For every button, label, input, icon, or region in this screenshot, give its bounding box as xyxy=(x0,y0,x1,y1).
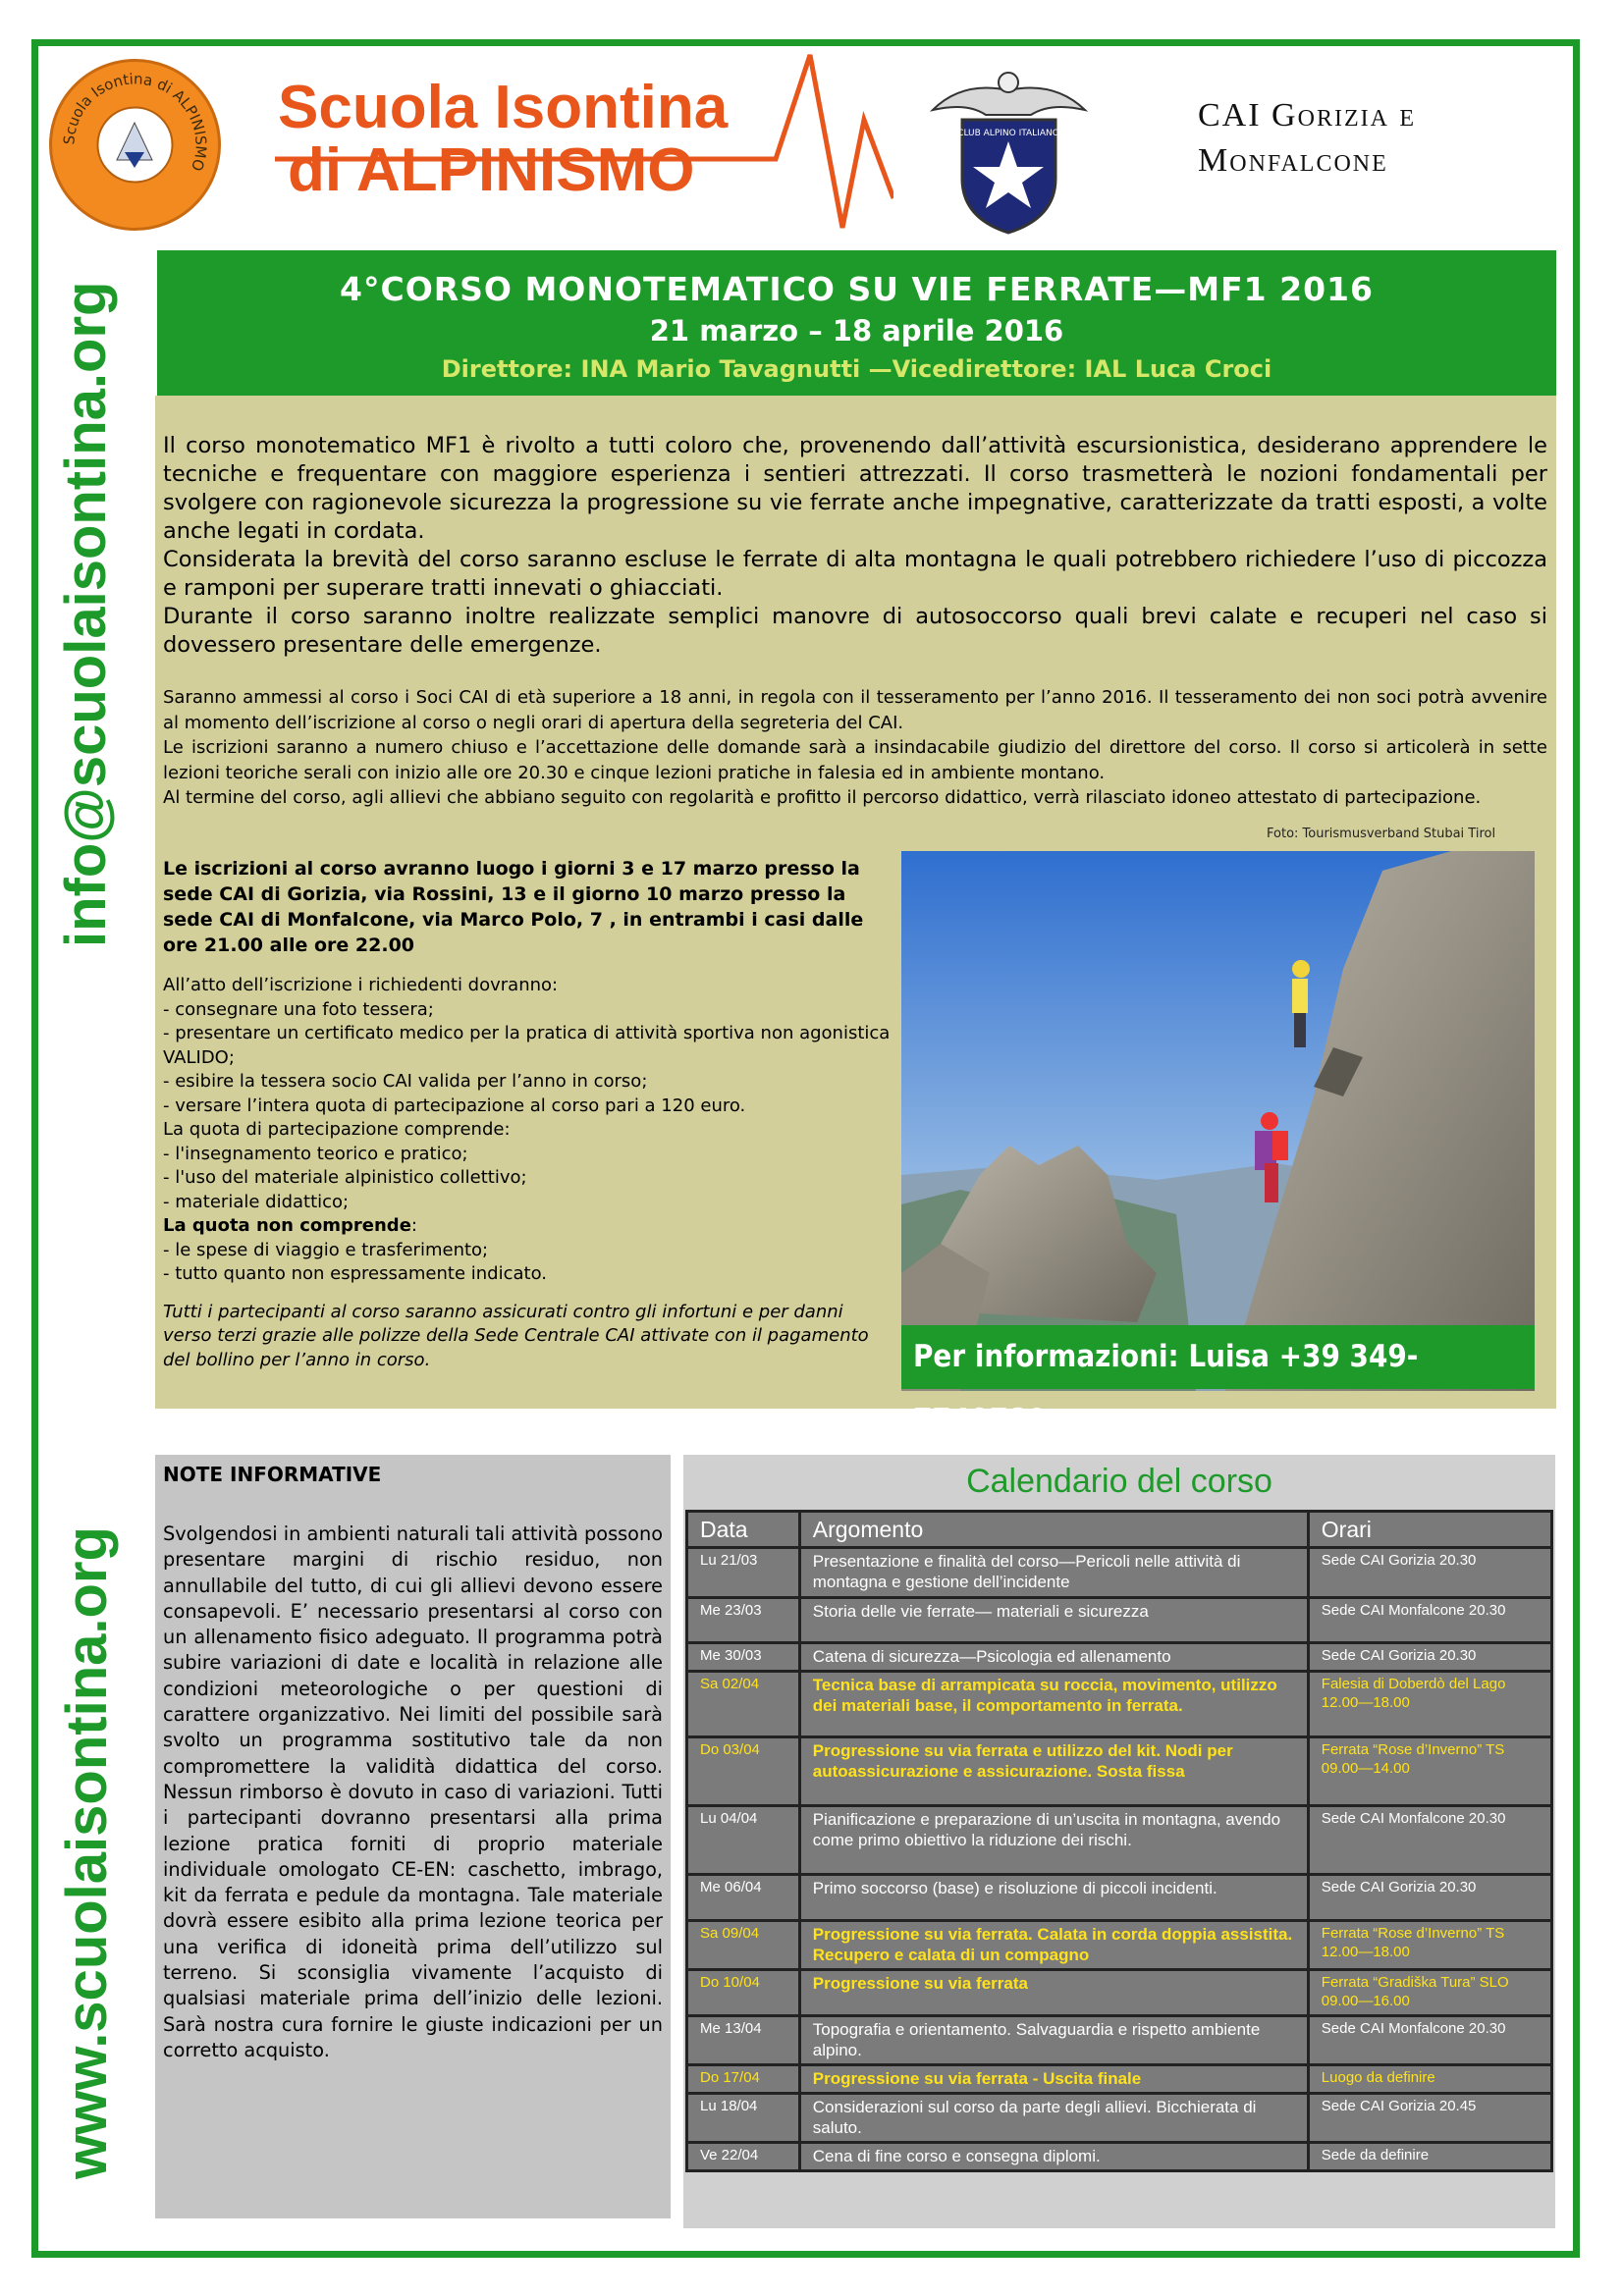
calendar-cell-place: Sede da definire xyxy=(1308,2143,1551,2171)
calendar-row xyxy=(687,2016,1552,2065)
includes-item: - l'insegnamento teorico e pratico; xyxy=(163,1143,468,1164)
notes-body: Svolgendosi in ambienti naturali tali attività possono presentare margini di rischio residuo, non annullabile del tutto, di cui gli allievi devono essere consapevoli. E’ necessario presentarsi al corso con un allenamento fisico adeguato. Il programma potrà subire variazioni di date e località in relazione alle condizioni meteorologiche o per questioni di carattere organizzativo. Nei limiti del possibile sarà svolto un programma sostitutivo tale da non compromettere la validità didattica del corso. Nessun rimborso è dovuto in caso di variazioni. Tutti i partecipanti dovranno presentarsi alla prima lezione pratica forniti di proprio materiale individuale omologato CE-EN: caschetto, imbrago, kit da ferrata e pedule da montagna. Tale materiale dovrà essere esibito alla prima lezione teorica per una verifica di idoneità prima dell’utilizzo sul terreno. Si sconsiglia vivamente l’acquisto di qualsiasi materiale prima dell’inizio delle lezioni. Sarà nostra cura fornire le giuste indicazioni per un corretto acquisto. xyxy=(163,1522,663,2061)
rules-paragraph: Saranno ammessi al corso i Soci CAI di età superiore a 18 anni, in regola con il tesseramento per l’anno 2016. Il tesseramento dei non soci potrà avvenire al momento dell’iscrizione al corso o negli orari di apertura della segreteria del CAI. xyxy=(163,687,1547,733)
calendar-row xyxy=(687,1970,1552,2016)
rules-paragraph: Le iscrizioni saranno a numero chiuso e l’accettazione delle domande sarà a insindacabile giudizio del direttore del corso. Il corso si articolerà in sette lezioni teoriche serali con inizio alle ore 20.30 e cinque lezioni pratiche in falesia ed in ambiente montano. xyxy=(163,737,1547,783)
calendar-rows xyxy=(687,1548,1552,2171)
calendar-cell-date: Me 13/04 xyxy=(687,2016,800,2065)
school-name-line1: Scuola Isontina xyxy=(278,74,729,141)
calendar-cell-topic: Primo soccorso (base) e risoluzione di piccoli incidenti. xyxy=(799,1875,1308,1921)
requirements xyxy=(163,974,894,1372)
calendar-cell-place: Sede CAI Monfalcone 20.30 xyxy=(1308,2016,1551,2065)
calendar-cell-topic: Topografia e orientamento. Salvaguardia e rispetto ambiente alpino. xyxy=(799,2016,1308,2065)
via-ferrata-photo xyxy=(901,851,1535,1391)
calendar-row xyxy=(687,1921,1552,1970)
calendar-title: Calendario del corso xyxy=(966,1463,1272,1500)
calendar-table xyxy=(685,1510,1553,2172)
calendar-row xyxy=(687,1548,1552,1598)
requirements-intro: All’atto dell’iscrizione i richiedenti dovranno: xyxy=(163,975,559,995)
calendar-cell-date: Do 17/04 xyxy=(687,2065,800,2094)
calendar-cell-date: Ve 22/04 xyxy=(687,2143,800,2171)
notes-title: NOTE INFORMATIVE xyxy=(163,1463,382,1486)
logo-ring-text: Scuola Isontina di ALPINISMO xyxy=(60,70,210,174)
calendar-header-row xyxy=(687,1512,1552,1548)
course-title: 4°CORSO MONOTEMATICO SU VIE FERRATE—MF1 2016 xyxy=(340,270,1374,308)
notes-box xyxy=(155,1455,671,2218)
calendar-cell-date: Do 10/04 xyxy=(687,1970,800,2016)
insurance-note: Tutti i partecipanti al corso saranno assicurati contro gli infortuni e per danni verso terzi grazie alle polizze della Sede Centrale CAI attivate con il pagamento del bollino per l’anno in corso. xyxy=(163,1301,869,1370)
sidebar-email[interactable]: info@scuolaisontina.org xyxy=(54,281,118,947)
calendar-cell-place: Sede CAI Gorizia 20.30 xyxy=(1308,1875,1551,1921)
calendar-row xyxy=(687,2094,1552,2143)
contact-info-bar[interactable]: Per informazioni: Luisa +39 349-7749780 xyxy=(901,1325,1535,1389)
excludes-item: - tutto quanto non espressamente indicato. xyxy=(163,1263,547,1284)
calendar-cell-topic: Progressione su via ferrata xyxy=(799,1970,1308,2016)
excludes-title: La quota non comprende: xyxy=(163,1215,417,1236)
intro-text xyxy=(163,432,1547,660)
cai-eagle-emblem xyxy=(923,61,1095,238)
admission-rules xyxy=(163,685,1547,811)
intro-paragraph: Il corso monotematico MF1 è rivolto a tutti coloro che, provenendo dall’attività escursionistica, desiderano apprendere le tecniche e frequentare con maggiore esperienza i sentieri attrezzati. Il corso trasmetterà le nozioni fondamentali per svolgere con ragionevole sicurezza la progressione su vie ferrate anche impegnative, caratterizzate da tratti esposti, a volte anche legati in cordata. xyxy=(163,433,1547,544)
calendar-cell-topic: Pianificazione e preparazione di un’uscita in montagna, avendo come primo obiettivo la riduzione dei rischi. xyxy=(799,1806,1308,1875)
calendar-row xyxy=(687,2065,1552,2094)
calendar-cell-date: Lu 18/04 xyxy=(687,2094,800,2143)
column-header-date: Data xyxy=(687,1512,800,1548)
calendar-cell-topic: Considerazioni sul corso da parte degli allievi. Bicchierata di saluto. xyxy=(799,2094,1308,2143)
calendar-cell-place: Falesia di Doberdò del Lago 12.00—18.00 xyxy=(1308,1672,1551,1737)
excludes-title-text: La quota non comprende xyxy=(163,1215,411,1236)
calendar-cell-place: Ferrata “Gradiška Tura” SLO 09.00—16.00 xyxy=(1308,1970,1551,2016)
calendar-cell-topic: Progressione su via ferrata e utilizzo del kit. Nodi per autoassicurazione e assicurazione. Sosta fissa xyxy=(799,1737,1308,1806)
calendar-cell-date: Do 03/04 xyxy=(687,1737,800,1806)
column-header-topic: Argomento xyxy=(799,1512,1308,1548)
calendar-cell-date: Sa 09/04 xyxy=(687,1921,800,1970)
cai-name-line2: Monfalcone xyxy=(1198,142,1388,179)
includes-item: - l'uso del materiale alpinistico collettivo; xyxy=(163,1167,527,1188)
calendar-row xyxy=(687,1643,1552,1672)
rules-paragraph: Al termine del corso, agli allievi che abbiano seguito con regolarità e profitto il percorso didattico, verrà rilasciato idoneo attestato di partecipazione. xyxy=(163,787,1482,808)
calendar-cell-place: Ferrata “Rose d’Inverno” TS 12.00—18.00 xyxy=(1308,1921,1551,1970)
calendar-row xyxy=(687,1737,1552,1806)
calendar-cell-place: Sede CAI Gorizia 20.30 xyxy=(1308,1643,1551,1672)
requirement-item: - esibire la tessera socio CAI valida per l’anno in corso; xyxy=(163,1071,648,1092)
school-logo xyxy=(49,59,221,231)
course-calendar xyxy=(683,1455,1555,2228)
calendar-cell-date: Lu 04/04 xyxy=(687,1806,800,1875)
cai-name-line1: CAI Gorizia e xyxy=(1198,97,1417,133)
includes-item: - materiale didattico; xyxy=(163,1191,350,1212)
course-title-banner xyxy=(157,250,1556,396)
requirement-item: - consegnare una foto tessera; xyxy=(163,998,434,1020)
calendar-cell-place: Sede CAI Gorizia 20.45 xyxy=(1308,2094,1551,2143)
cai-section-name xyxy=(1198,93,1416,184)
intro-paragraph: Considerata la brevità del corso saranno escluse le ferrate di alta montagna le quali potrebbero richiedere l’uso di piccozza e ramponi per superare tratti innevati o ghiacciati. xyxy=(163,547,1547,601)
calendar-cell-place: Luogo da definire xyxy=(1308,2065,1551,2094)
course-directors: Direttore: INA Mario Tavagnutti —Vicedirettore: IAL Luca Croci xyxy=(441,355,1272,383)
calendar-row xyxy=(687,2143,1552,2171)
requirement-item: - versare l’intera quota di partecipazione al corso pari a 120 euro. xyxy=(163,1095,746,1116)
calendar-cell-date: Me 30/03 xyxy=(687,1643,800,1672)
calendar-cell-date: Me 23/03 xyxy=(687,1598,800,1643)
requirement-item: - presentare un certificato medico per la pratica di attività sportiva non agonistica VALIDO; xyxy=(163,1023,891,1068)
calendar-cell-place: Sede CAI Monfalcone 20.30 xyxy=(1308,1806,1551,1875)
calendar-row xyxy=(687,1598,1552,1643)
calendar-cell-topic: Cena di fine corso e consegna diplomi. xyxy=(799,2143,1308,2171)
school-name xyxy=(278,74,729,204)
intro-paragraph: Durante il corso saranno inoltre realizzate semplici manovre di autosoccorso quali brevi calate e recuperi nel caso si dovessero presentare delle emergenze. xyxy=(163,604,1547,658)
calendar-cell-topic: Tecnica base di arrampicata su roccia, movimento, utilizzo dei materiali base, il comportamento in ferrata. xyxy=(799,1672,1308,1737)
school-name-line2: di ALPINISMO xyxy=(288,136,695,204)
calendar-cell-place: Ferrata “Rose d’Inverno” TS 09.00—14.00 xyxy=(1308,1737,1551,1806)
calendar-cell-place: Sede CAI Gorizia 20.30 xyxy=(1308,1548,1551,1598)
column-header-time: Orari xyxy=(1308,1512,1551,1548)
calendar-cell-topic: Catena di sicurezza—Psicologia ed allenamento xyxy=(799,1643,1308,1672)
emblem-text: CLUB ALPINO ITALIANO xyxy=(957,129,1059,138)
calendar-cell-date: Me 06/04 xyxy=(687,1875,800,1921)
calendar-row xyxy=(687,1875,1552,1921)
calendar-row xyxy=(687,1672,1552,1737)
calendar-cell-topic: Progressione su via ferrata - Uscita finale xyxy=(799,2065,1308,2094)
calendar-cell-topic: Progressione su via ferrata. Calata in corda doppia assistita. Recupero e calata di un compagno xyxy=(799,1921,1308,1970)
excludes-item: - le spese di viaggio e trasferimento; xyxy=(163,1239,489,1260)
calendar-cell-date: Lu 21/03 xyxy=(687,1548,800,1598)
calendar-cell-place: Sede CAI Monfalcone 20.30 xyxy=(1308,1598,1551,1643)
course-dates: 21 marzo – 18 aprile 2016 xyxy=(649,314,1064,347)
sidebar-website[interactable]: www.scuolaisontina.org xyxy=(55,1526,119,2179)
calendar-cell-date: Sa 02/04 xyxy=(687,1672,800,1737)
calendar-row xyxy=(687,1806,1552,1875)
calendar-cell-topic: Presentazione e finalità del corso—Pericoli nelle attività di montagna e gestione dell’incidente xyxy=(799,1548,1308,1598)
registration-info: Le iscrizioni al corso avranno luogo i giorni 3 e 17 marzo presso la sede CAI di Gorizia, via Rossini, 13 e il giorno 10 marzo presso la sede CAI di Monfalcone, via Marco Polo, 7 , in entrambi i casi dalle ore 21.00 alle ore 22.00 xyxy=(163,858,864,956)
includes-title: La quota di partecipazione comprende: xyxy=(163,1119,511,1140)
calendar-cell-topic: Storia delle vie ferrate— materiali e sicurezza xyxy=(799,1598,1308,1643)
photo-credit: Foto: Tourismusverband Stubai Tirol xyxy=(1267,827,1496,841)
